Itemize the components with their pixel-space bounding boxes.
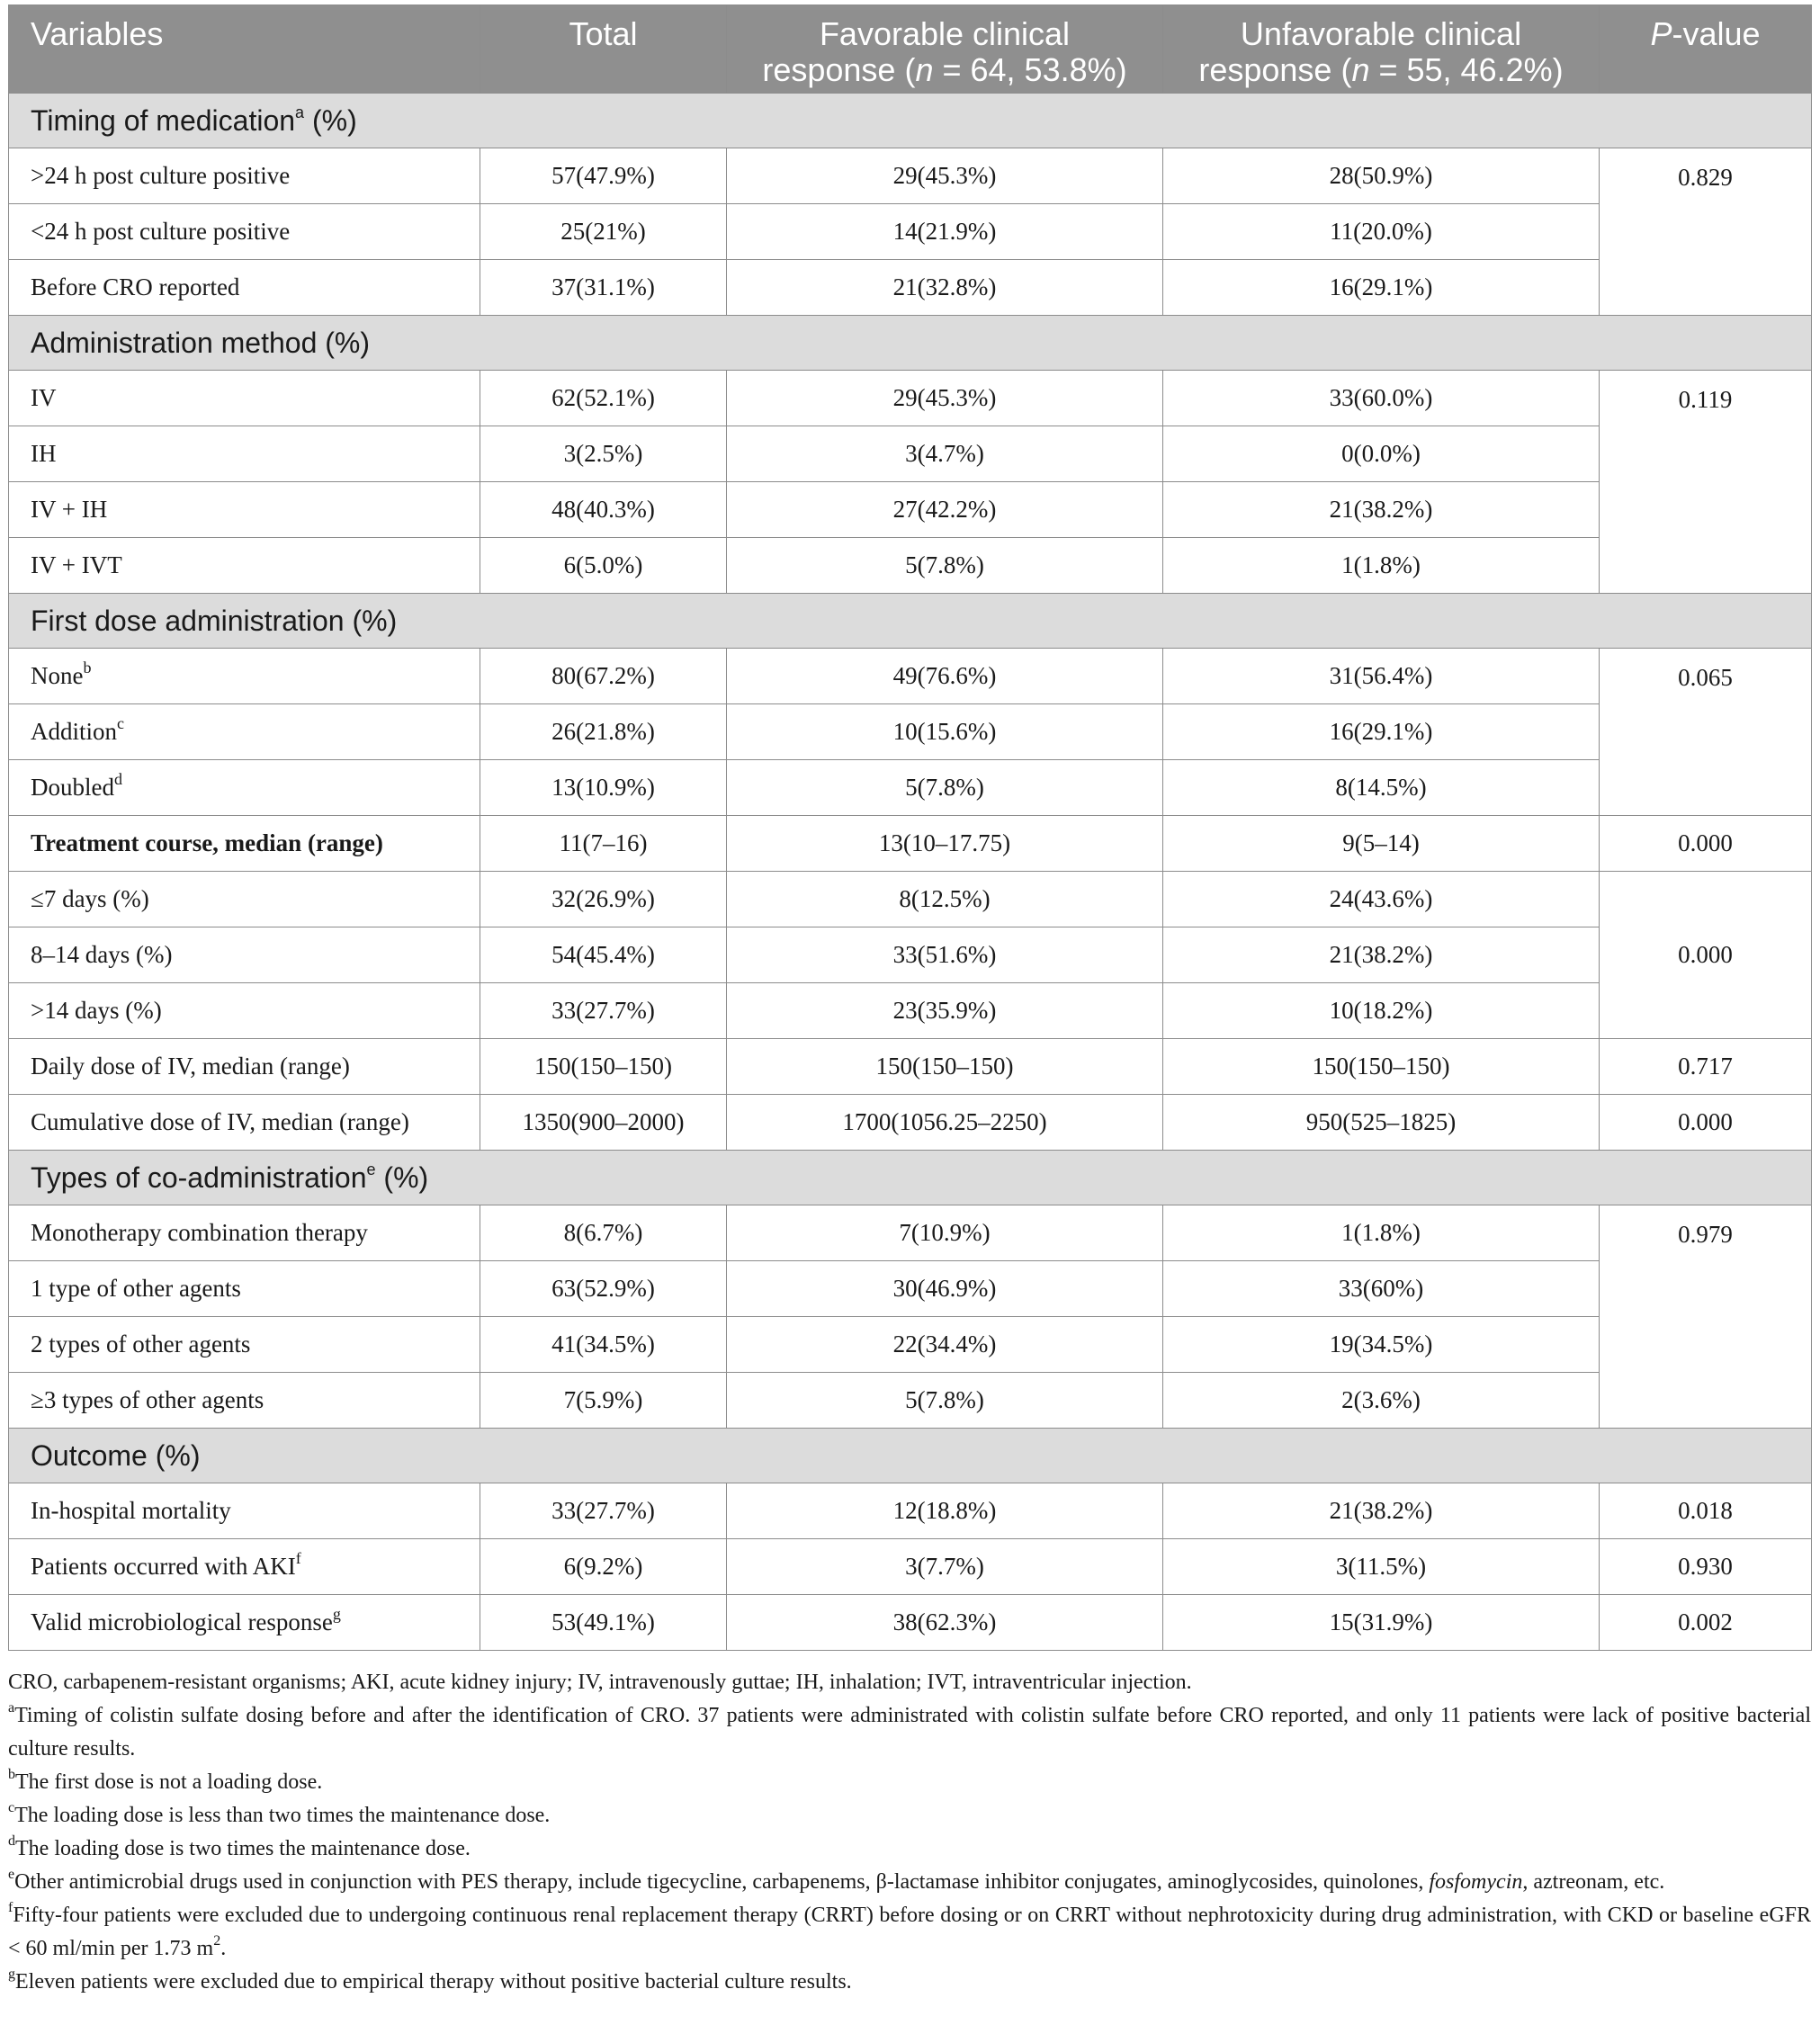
table-row: 2 types of other agents 41(34.5%) 22(34.4%) 19(34.5%) — [9, 1317, 1812, 1373]
table-row: >14 days (%) 33(27.7%) 23(35.9%) 10(18.2%) — [9, 983, 1812, 1039]
section-first-dose: First dose administration (%) — [9, 594, 1812, 649]
table-row: None$^b$ 80(67.2%) 49(76.6%) 31(56.4%) 0.065 — [9, 649, 1812, 704]
footnote-f: $^f$Fifty-four patients were excluded due to undergoing continuous renal replacement therapy (CRRT) before dosing or on CRRT without nephrotoxicity during drug administration, with CKD or baseline eGFR < 60 ml/min per 1.73 $m^2$. — [8, 1900, 1811, 1960]
table-row: Patients occurred with AKI$^f$ 6(9.2%) 3(7.7%) 3(11.5%) 0.930 — [9, 1539, 1812, 1595]
section-outcome: Outcome (%) — [9, 1429, 1812, 1483]
table-row: Daily dose of IV, median (range) 150(150–150) 150(150–150) 150(150–150) 0.717 — [9, 1039, 1812, 1095]
table-row: Monotherapy combination therapy 8(6.7%) 7(10.9%) 1(1.8%) 0.979 — [9, 1205, 1812, 1261]
table-row: ≤7 days (%) 32(26.9%) 8(12.5%) 24(43.6%) 0.000 — [9, 872, 1812, 927]
header-p-value: P-value — [1600, 5, 1812, 94]
p-value-cell: 0.002 — [1600, 1595, 1812, 1651]
table-row: >24 h post culture positive 57(47.9%) 29(45.3%) 28(50.9%) 0.829 — [9, 148, 1812, 204]
footnote-c: $^c$The loading dose is less than two times the maintenance dose. — [8, 1800, 551, 1827]
p-value-cell: 0.018 — [1600, 1483, 1812, 1539]
table-row: Addition$^c$ 26(21.8%) 10(15.6%) 16(29.1%) — [9, 704, 1812, 760]
p-value-cell: 0.829 — [1600, 148, 1812, 316]
header-favorable: Favorable clinical response (n = 64, 53.8%) — [727, 5, 1163, 94]
table-row: IH 3(2.5%) 3(4.7%) 0(0.0%) — [9, 426, 1812, 482]
footnote-g: $^g$Eleven patients were excluded due to empirical therapy without positive bacterial culture results. — [8, 1967, 852, 1994]
table-row: <24 h post culture positive 25(21%) 14(21.9%) 11(20.0%) — [9, 204, 1812, 260]
table-row: In-hospital mortality 33(27.7%) 12(18.8%) 21(38.2%) 0.018 — [9, 1483, 1812, 1539]
section-administration: Administration method (%) — [9, 316, 1812, 371]
table-header-row — [9, 5, 1812, 94]
table-row: Doubled$^d$ 13(10.9%) 5(7.8%) 8(14.5%) — [9, 760, 1812, 816]
p-value-cell: 0.000 — [1600, 816, 1812, 872]
table-row: Valid microbiological response$^g$ 53(49.1%) 38(62.3%) 15(31.9%) 0.002 — [9, 1595, 1812, 1651]
table-row: IV 62(52.1%) 29(45.3%) 33(60.0%) 0.119 — [9, 371, 1812, 426]
section-timing: Timing of medication$^a$ (%) — [9, 94, 1812, 148]
table-row: Before CRO reported 37(31.1%) 21(32.8%) 16(29.1%) — [9, 260, 1812, 316]
results-table — [8, 4, 1812, 1651]
p-value-cell: 0.000 — [1600, 1095, 1812, 1151]
table-footnotes — [8, 1666, 1811, 1999]
table-row: 1 type of other agents 63(52.9%) 30(46.9%) 33(60%) — [9, 1261, 1812, 1317]
table-row: Treatment course, median (range) 11(7–16) 13(10–17.75) 9(5–14) 0.000 — [9, 816, 1812, 872]
table-row: 8–14 days (%) 54(45.4%) 33(51.6%) 21(38.2%) — [9, 927, 1812, 983]
header-total: Total — [480, 5, 727, 94]
section-co-administration: Types of co-administration$^e$ (%) — [9, 1151, 1812, 1205]
p-value-cell: 0.065 — [1600, 649, 1812, 816]
p-value-cell: 0.979 — [1600, 1205, 1812, 1429]
footnote-b: $^b$The first dose is not a loading dose. — [8, 1767, 323, 1794]
table-row: IV + IVT 6(5.0%) 5(7.8%) 1(1.8%) — [9, 538, 1812, 594]
table-row: IV + IH 48(40.3%) 27(42.2%) 21(38.2%) — [9, 482, 1812, 538]
footnote-e: $^e$Other antimicrobial drugs used in conjunction with PES therapy, include tigecycline, carbapenems, β-lactamase inhibitor conjugates, aminoglycosides, quinolones, fosfomycin, aztreonam, etc. — [8, 1867, 1665, 1894]
header-unfavorable: Unfavorable clinical response (n = 55, 46.2%) — [1163, 5, 1600, 94]
p-value-cell: 0.717 — [1600, 1039, 1812, 1095]
header-variables: Variables — [9, 5, 480, 94]
p-value-cell: 0.930 — [1600, 1539, 1812, 1595]
footnote-d: $^d$The loading dose is two times the maintenance dose. — [8, 1833, 471, 1860]
footnote-abbreviations: CRO, carbapenem-resistant organisms; AKI, acute kidney injury; IV, intravenously guttae; IH, inhalation; IVT, intraventricular injection. — [8, 1671, 1192, 1694]
p-value-cell: 0.119 — [1600, 371, 1812, 594]
p-value-cell: 0.000 — [1600, 872, 1812, 1039]
footnote-a: $^a$Timing of colistin sulfate dosing before and after the identification of CRO. 37 patients were administrated with colistin sulfate before CRO reported, and only 11 patients were lack of positive bacterial culture results. — [8, 1700, 1811, 1761]
table-row: Cumulative dose of IV, median (range) 1350(900–2000) 1700(1056.25–2250) 950(525–1825) 0.000 — [9, 1095, 1812, 1151]
table-row: ≥3 types of other agents 7(5.9%) 5(7.8%) 2(3.6%) — [9, 1373, 1812, 1429]
results-table-container — [8, 4, 1811, 1651]
